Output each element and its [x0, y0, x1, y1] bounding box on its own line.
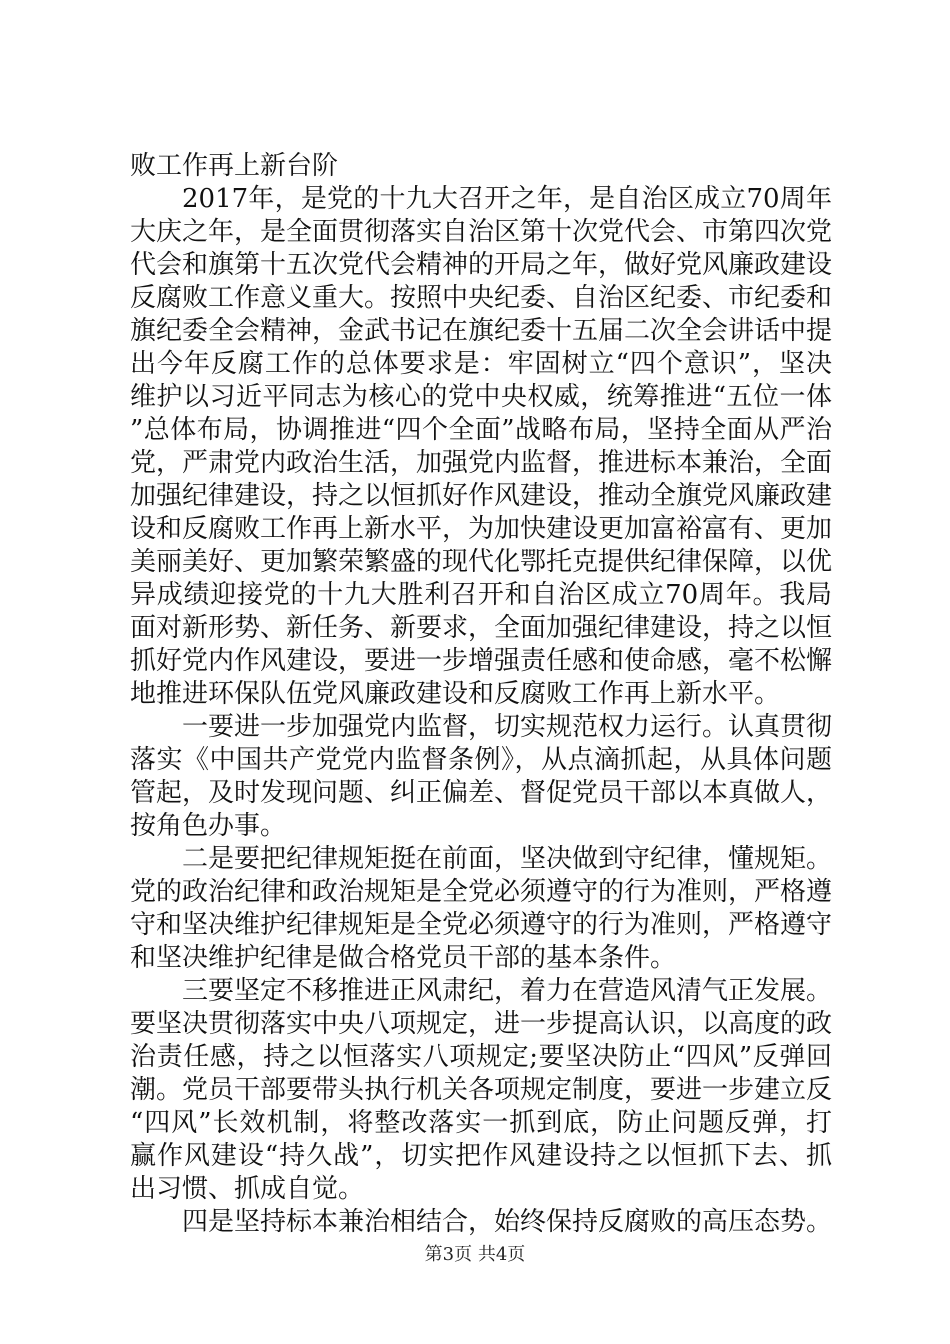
paragraph-point-three: 三要坚定不移推进正风肃纪，着力在营造风清气正发展。要坚决贯彻落实中央八项规定，进一步提高认识，以高度的政治责任感，持之以恒落实八项规定;要坚决防止“四风”反弹回潮。党员干部要带头执行机关各项规定制度，要进一步建立反“四风”长效机制，将整改落实一抓到底，防止问题反弹，打赢作风建设“持久战”，切实把作风建设持之以恒抓下去、抓出习惯、抓成自觉。: [130, 976, 833, 1204]
paragraph-overall-requirements: 2017年，是党的十九大召开之年，是自治区成立70周年大庆之年，是全面贯彻落实自治区第十次党代会、市第四次党代会和旗第十五次党代会精神的开局之年，做好党风廉政建设反腐败工作意义重大。按照中央纪委、自治区纪委、市纪委和旗纪委全会精神，金武书记在旗纪委十五届二次全会讲话中提出今年反腐工作的总体要求是：牢固树立“四个意识”，坚决维护以习近平同志为核心的党中央权威，统筹推进“五位一体”总体布局，协调推进“四个全面”战略布局，坚持全面从严治党，严肃党内政治生活，加强党内监督，推进标本兼治，全面加强纪律建设，持之以恒抓好作风建设，推动全旗党风廉政建设和反腐败工作再上新水平，为加快建设更加富裕富有、更加美丽美好、更加繁荣繁盛的现代化鄂托克提供纪律保障，以优异成绩迎接党的十九大胜利召开和自治区成立70周年。我局面对新形势、新任务、新要求，全面加强纪律建设，持之以恒抓好党内作风建设，要进一步增强责任感和使命感，毫不松懈地推进环保队伍党风廉政建设和反腐败工作再上新水平。: [130, 184, 833, 709]
paragraph-point-one: 一要进一步加强党内监督，切实规范权力运行。认真贯彻落实《中国共产党党内监督条例》，从点滴抓起，从具体问题管起，及时发现问题、纠正偏差、督促党员干部以本真做人，按角色办事。: [130, 712, 833, 841]
page-number-footer: 第3页 共4页: [424, 1244, 526, 1265]
paragraph-point-two: 二是要把纪律规矩挺在前面，坚决做到守纪律，懂规矩。党的政治纪律和政治规矩是全党必须遵守的行为准则，严格遵守和坚决维护纪律规矩是全党必须遵守的行为准则，严格遵守和坚决维护纪律是做合格党员干部的基本条件。: [130, 844, 833, 973]
paragraph-point-four: 四是坚持标本兼治相结合，始终保持反腐败的高压态势。: [182, 1207, 833, 1237]
document-body: [130, 150, 832, 1239]
paragraph-continuation: 败工作再上新台阶: [130, 151, 339, 181]
